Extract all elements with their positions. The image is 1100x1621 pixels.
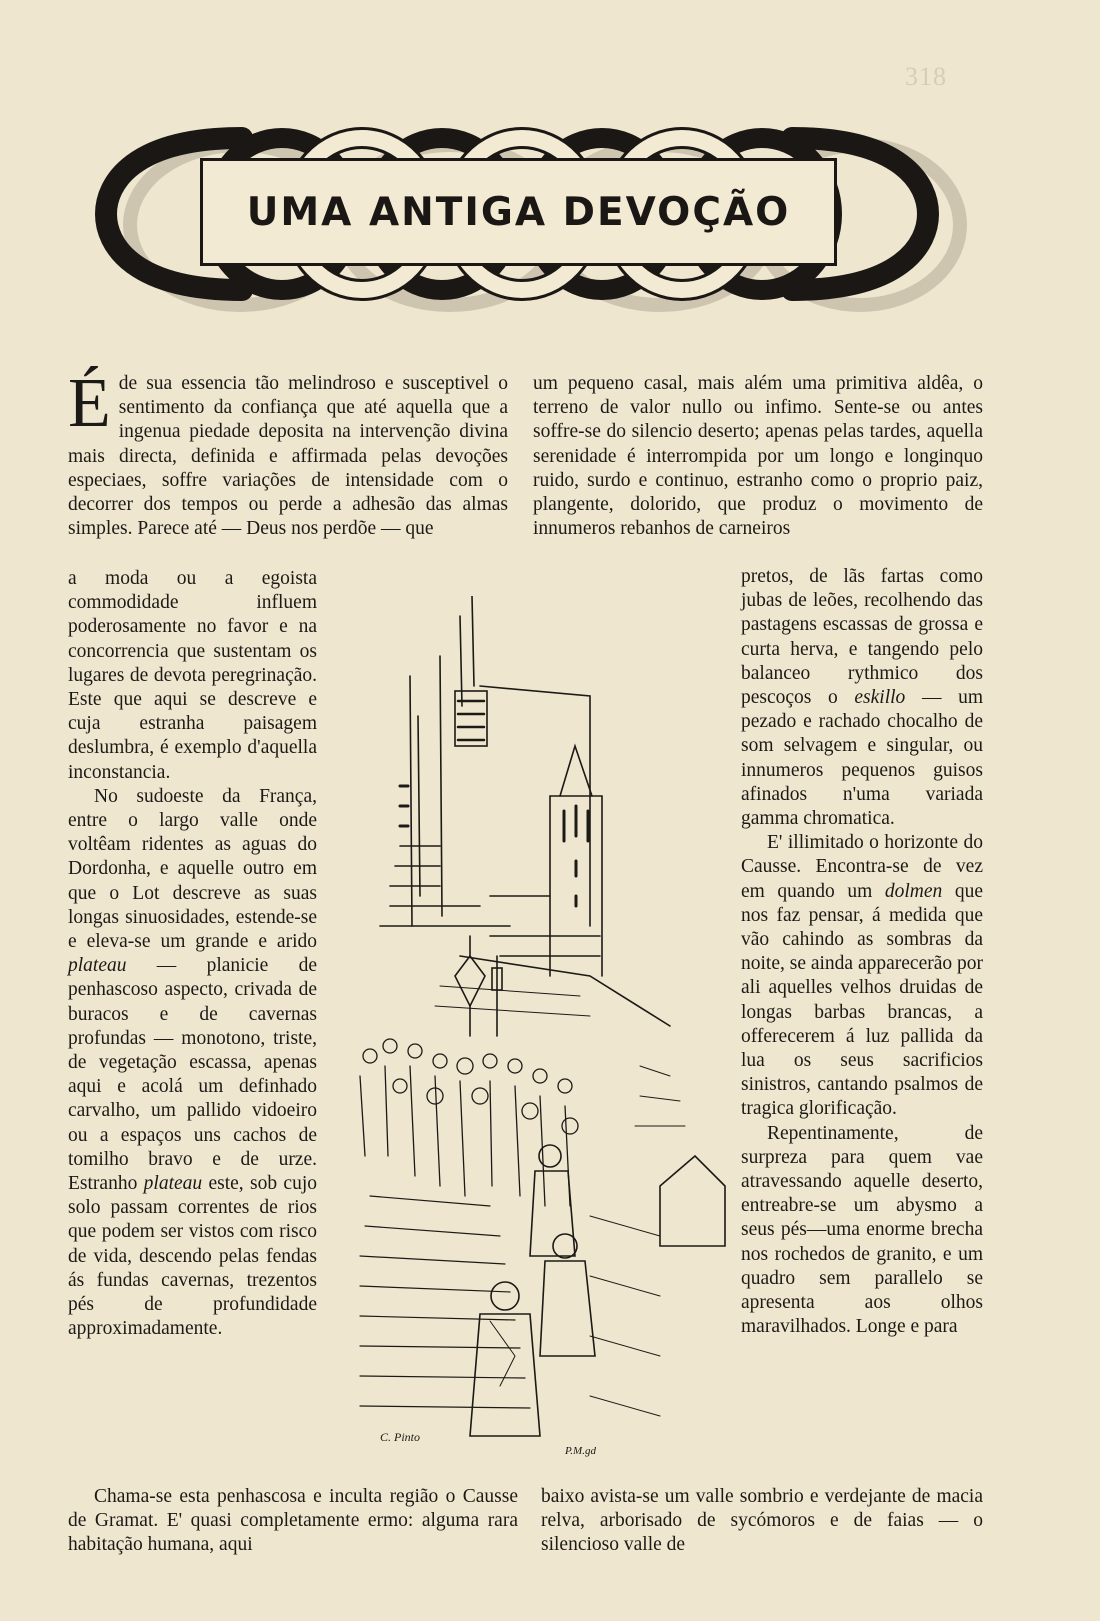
italic-plateau: plateau xyxy=(68,955,127,977)
right-bottom-text: baixo avista-se um valle sombrio e verdejante de macia relva, arborisado de sycómoros e de faias — o silencioso valle de xyxy=(541,1486,983,1556)
right-column-narrow xyxy=(741,565,983,1340)
italic-dolmen: dolmen xyxy=(884,880,943,902)
left-column-narrow xyxy=(68,567,317,1342)
right-column-bottom xyxy=(541,1485,983,1558)
right-column-top xyxy=(533,372,983,541)
page-number: 318 xyxy=(905,62,947,91)
pilgrimage-illustration xyxy=(340,596,730,1466)
article-title: UMA ANTIGA DEVOÇÃO xyxy=(246,189,791,235)
title-box xyxy=(200,158,837,266)
illustration-signature: C. Pinto xyxy=(380,1430,421,1444)
left-intro-text: de sua essencia tão melindroso e susceptivel o sentimento da confiança que até aquella que a ingenua piedade deposita na intervenção divina mais directa, definida e affirmada pelas devoções especiaes, soffre variações de intensidade com o decorrer dos tempos ou perde a adhesão das almas simples. Parece até — Deus nos perdõe — que xyxy=(68,373,508,540)
left-column-bottom xyxy=(68,1485,518,1558)
left-column-top xyxy=(68,365,508,541)
left-bottom-text: Chama-se esta penhascosa e inculta região o Causse de Gramat. E' quasi completamente ermo: alguma rara habitação humana, aqui xyxy=(68,1486,518,1556)
italic-plateau-2: plateau xyxy=(143,1173,203,1195)
right-paragraph-1: pretos, de lãs fartas como jubas de leões, recolhendo das pastagens escassas de grossa e curta herva, e tangendo pelo balanceo rythmico dos pescoços o eskillo — um pezado e rachado chocalho de som selvagem e singular, ou innumeros pequenos guisos afinados n'uma variada gamma chromatica. xyxy=(741,566,983,830)
italic-eskillo: eskillo xyxy=(854,687,906,709)
right-paragraph-2: E' illimitado o horizonte do Causse. Encontra-se de vez em quando um dolmen que nos faz pensar, á medida que vão cahindo as sombras da noite, se ainda apparecerão por ali aquelles velhos druidas de longas barbas brancas, a offerecerem á luz pallida da lua os seus sacrificios sinistros, cantando psalmos de tragica glorificação. xyxy=(741,832,983,1120)
drop-cap: É xyxy=(68,365,111,442)
left-paragraph-1: a moda ou a egoista commodidade influem poderosamente no favor e na concorrencia que sustentam os lugares de devota peregrinação. Este que aqui se descreve e cuja estranha paisagem deslumbra, é exemplo d'aquella inconstancia. xyxy=(68,568,317,783)
illustration-sketch xyxy=(340,596,730,1466)
left-paragraph-2: No sudoeste da França, entre o largo valle onde voltêam ridentes as aguas do Dordonha, e aquelle outro em que o Lot descreve as suas longas sinuosidades, estende-se e eleva-se um grande e arido plateau — planicie de penhascoso aspecto, crivada de buracos e de cavernas profundas — monotono, triste, de vegetação escassa, apenas aqui e acolá um definhado carvalho, um pallido vidoeiro ou a espaços uns cachos de tomilho bravo e de urze. Estranho plateau este, sob cujo solo passam correntes de rios que podem ser vistos com risco de vida, descendo pelas fendas ás fundas cavernas, trezentos pés de profundidade approximadamente. xyxy=(68,785,317,1340)
illustration-monogram: P.M.gd xyxy=(565,1445,596,1457)
right-intro-text: um pequeno casal, mais além uma primitiva aldêa, o terreno de valor nullo ou infimo. Sente-se ou antes soffre-se do silencio deserto; apenas pelas tardes, aquella serenidade é interrompida por um longo e longinquo ruido, surdo e continuo, estranho como o proprio paiz, plangente, dolorido, que produz o movimento de innumeros rebanhos de carneiros xyxy=(533,373,983,540)
right-paragraph-3: Repentinamente, de surpreza para quem vae atravessando aquelle deserto, entreabre-se um abysmo a seus pés—uma enorme brecha nos rochedos de granito, e um quadro sem parallelo se apresenta aos olhos maravilhados. Longe e para xyxy=(741,1122,983,1338)
